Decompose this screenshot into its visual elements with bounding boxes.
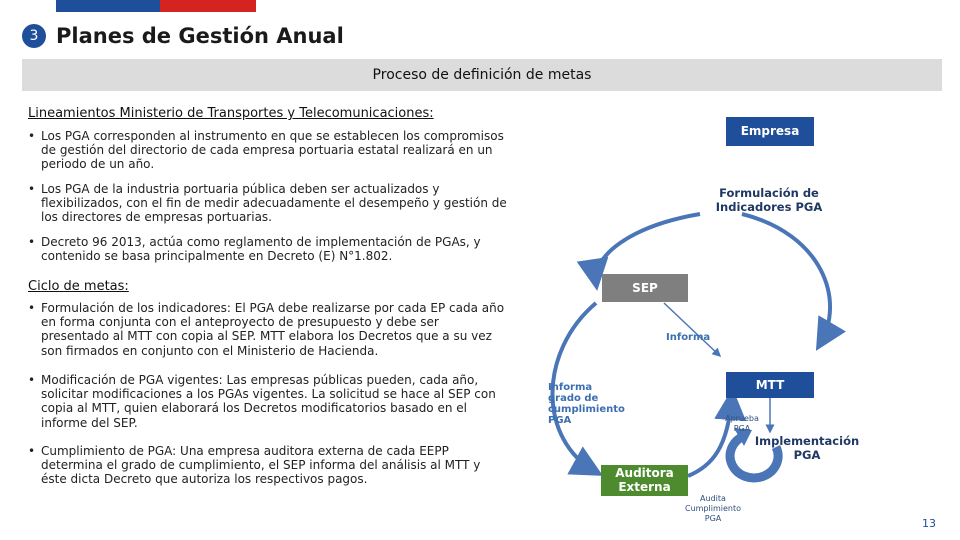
formulacion-label: Formulación de Indicadores PGA xyxy=(715,186,823,214)
informa-label: Informa xyxy=(666,332,711,343)
mtt-box: MTT xyxy=(726,372,814,398)
bullet-item: • Decreto 96 2013, actúa como reglamento de implementación de PGAs, y contenido se basa principalmente en Decreto (E) N°1.802. xyxy=(28,235,481,264)
aprueba-label: Aprueba PGA xyxy=(725,414,759,433)
page-title: Planes de Gestión Anual xyxy=(56,24,344,48)
process-title-bar: Proceso de definición de metas xyxy=(22,59,942,91)
section-number-badge: 3 xyxy=(22,24,46,48)
bullet-icon: • xyxy=(28,373,36,387)
bullet-item: • Los PGA corresponden al instrumento en que se establecen los compromisos de gestión del directorio de cada empresa portuaria estatal realizará en un periodo de un año. xyxy=(28,129,504,172)
page-number: 13 xyxy=(922,517,936,530)
lineamientos-heading: Lineamientos Ministerio de Transportes y Telecomunicaciones: xyxy=(28,106,434,121)
bullet-icon: • xyxy=(28,182,36,196)
bullet-icon: • xyxy=(28,444,36,458)
arrow-sep-to-mtt xyxy=(664,303,720,356)
bullet-item: • Formulación de los indicadores: El PGA debe realizarse por cada EP cada año en forma conjunta con el anteproyecto de presupuesto y debe ser presentado al MTT con copia al SEP. MTT elabora los Decretos que a su vez son firmados en conjunto con el Ministerio de Hacienda. xyxy=(28,301,505,358)
audita-label: Audita Cumplimiento PGA xyxy=(684,494,741,523)
bullet-item: • Cumplimiento de PGA: Una empresa auditora externa de cada EEPP determina el grado de cumplimiento, el SEP informa del análisis al MTT y éste dicta Decreto que autoriza los respectivos pagos. xyxy=(28,444,481,487)
informa-grado-label: Informa grado de cumplimiento PGA xyxy=(548,382,625,426)
arrow-formulacion-to-mtt xyxy=(742,214,830,344)
ciclo-heading: Ciclo de metas: xyxy=(28,279,129,294)
empresa-box: Empresa xyxy=(726,117,814,146)
bullet-icon: • xyxy=(28,129,36,143)
bullet-item: • Los PGA de la industria portuaria pública deben ser actualizados y flexibilizados, con el fin de medir adecuadamente el desempeño y gestión de los directores de empresas portuarias. xyxy=(28,182,507,225)
arrow-formulacion-to-sep xyxy=(596,214,700,283)
sep-box: SEP xyxy=(602,274,688,302)
bullet-item: • Modificación de PGA vigentes: Las empresas públicas pueden, cada año, solicitar modificaciones a los PGAs vigentes. La solicitud se hace al SEP con copia al MTT, quien elaborará los Decretos modificatorios basado en el informe del SEP. xyxy=(28,373,496,430)
auditora-box: Auditora Externa xyxy=(601,465,688,496)
bullet-icon: • xyxy=(28,301,36,315)
implementacion-label: Implementación PGA xyxy=(754,434,860,462)
arrow-auditora-to-mtt xyxy=(688,396,732,476)
bullet-icon: • xyxy=(28,235,36,249)
